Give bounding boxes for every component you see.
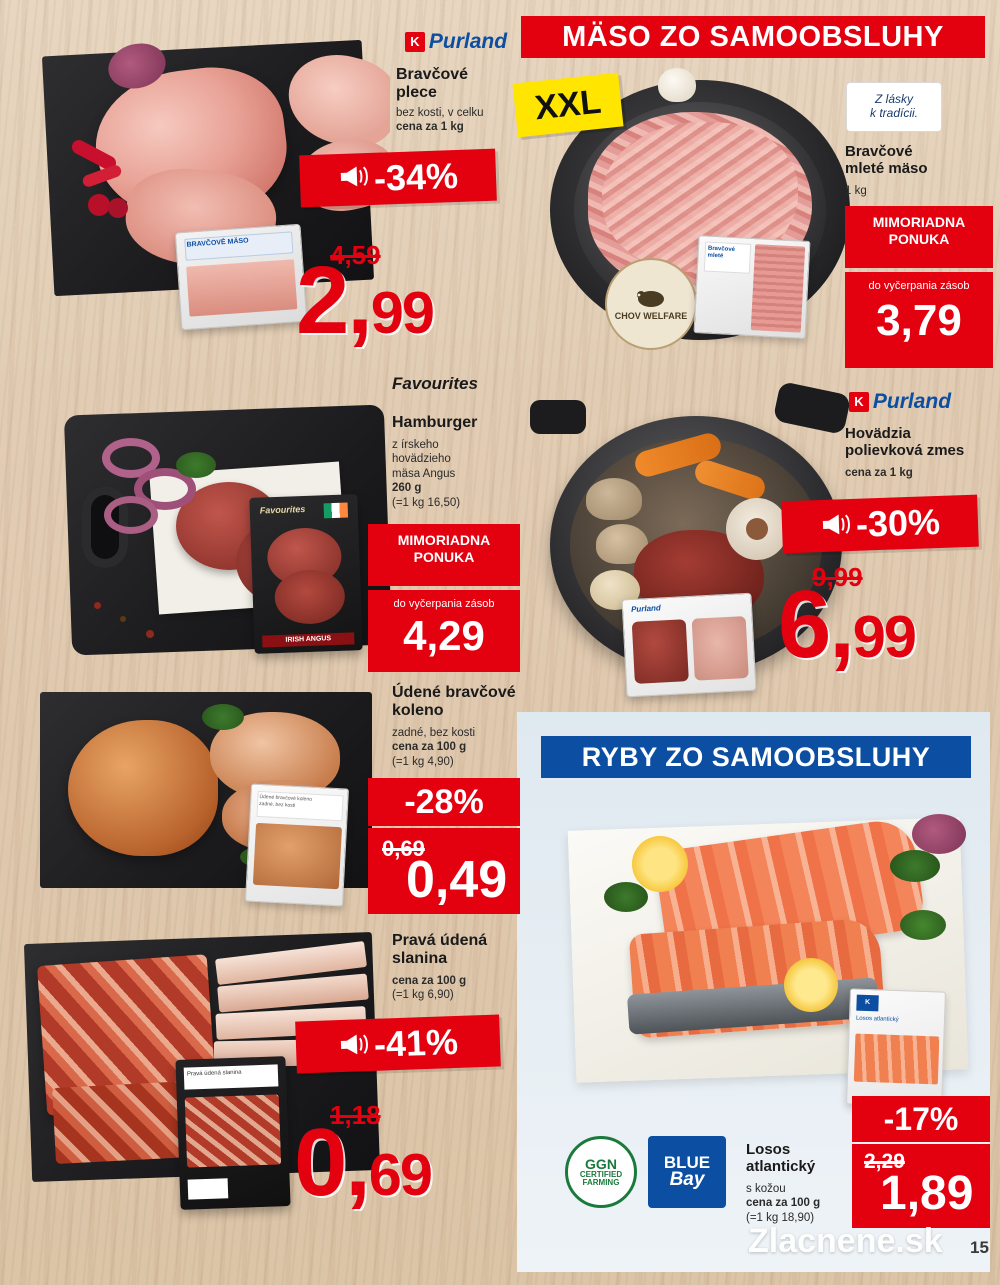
brand-logo-zlasky: [846, 82, 942, 132]
kaufland-k-icon-2: K: [849, 392, 869, 412]
zlasky-line2: k tradícii.: [869, 106, 918, 120]
product-desc-hamburger: z írskeho hovädzieho mäsa Angus 260 g (=1 kg 16,50): [392, 439, 461, 509]
product-pack-polievkova-zmes: Purland: [622, 593, 757, 698]
discount-badge-bravcove-plece-label: -34%: [373, 154, 459, 199]
ggn-label-2: CERTIFIED: [579, 1170, 623, 1179]
product-title-losos: Losos atlantický: [746, 1141, 816, 1175]
chov-welfare-badge: [605, 258, 697, 350]
product-pack-hamburger: Favourites IRISH ANGUS: [249, 494, 362, 654]
old-price-koleno: 0,69: [382, 836, 425, 861]
offer-note-hamburger: do vyčerpania zásob 4,29: [368, 590, 520, 672]
discount-badge-koleno: [368, 778, 520, 826]
chov-welfare-label: CHOV WELFARE: [614, 311, 688, 321]
price-polievkova-zmes: 6,99: [778, 571, 915, 678]
price-koleno: 49: [449, 851, 508, 909]
old-price-slanina: 1,18: [330, 1100, 381, 1130]
product-desc-bravcove-plece: bez kosti, v celku cena za 1 kg: [396, 107, 484, 134]
xxl-badge: [512, 73, 623, 138]
bluebay-logo: [648, 1136, 726, 1208]
product-desc-koleno: zadné, bez kosti cena za 100 g (=1 kg 4,90): [392, 727, 476, 768]
xxl-badge-label: XXL: [533, 82, 603, 127]
product-desc-mlete-maso: 1 kg: [845, 185, 867, 197]
megaphone-icon-2: [819, 504, 850, 547]
discount-badge-slanina-label: -41%: [373, 1020, 459, 1065]
product-desc-polievkova-zmes: cena za 1 kg: [845, 467, 913, 479]
brand-logo-favourites: [392, 374, 532, 394]
product-title-hamburger: Hamburger: [392, 414, 478, 431]
brand-logo-purland-2-label: Purland: [872, 390, 952, 413]
ggn-label-3: FARMING: [582, 1178, 620, 1187]
price-mlete-maso: 3,79: [876, 296, 962, 345]
zlasky-line1: Z lásky: [874, 92, 913, 107]
brand-logo-purland-1: [396, 22, 516, 62]
price-block-losos: 2,29 1,89: [852, 1144, 990, 1228]
section-header-fish-label: RYBY ZO SAMOOBSLUHY: [581, 741, 931, 772]
old-price-bravcove-plece: 4,59: [330, 240, 381, 270]
discount-badge-losos: [852, 1096, 990, 1142]
megaphone-icon-3: [337, 1024, 368, 1067]
brand-logo-favourites-label: Favourites: [392, 374, 478, 393]
price-slanina: 0,69: [294, 1109, 431, 1216]
offer-badge-hamburger: MIMORIADNA PONUKA: [368, 524, 520, 586]
product-desc-slanina: cena za 100 g (=1 kg 6,90): [392, 975, 467, 1002]
offer-note-mlete-maso: do vyčerpania zásob 3,79: [845, 272, 993, 368]
product-pack-mlete-maso: Bravčové mleté: [694, 235, 811, 339]
site-watermark: Zlacnene.sk: [748, 1222, 943, 1260]
price-losos: 89: [920, 1167, 974, 1220]
product-pack-losos: K Losos atlantický: [846, 988, 946, 1107]
section-header-meat-label: MÄSO ZO SAMOOBSLUHY: [562, 20, 944, 53]
discount-badge-polievkova-zmes-label: -30%: [855, 500, 941, 545]
ggn-label-1: GGN: [585, 1156, 617, 1172]
brand-logo-purland-2: [840, 382, 960, 422]
product-desc-losos: s kožou cena za 100 g (=1 kg 18,90): [746, 1183, 821, 1224]
bluebay-label-2: Bay: [669, 1169, 705, 1191]
price-block-koleno: 0,69 0,49: [368, 828, 520, 914]
price-hamburger: 4,29: [403, 612, 485, 659]
product-title-polievkova-zmes: Hovädzia polievková zmes: [845, 425, 965, 459]
section-header-meat: [521, 16, 985, 58]
page-number: 15: [970, 1238, 989, 1257]
old-price-polievkova-zmes: 9,99: [812, 562, 863, 592]
brand-logo-purland-1-label: Purland: [428, 30, 508, 53]
product-title-koleno: Údené bravčové koleno: [392, 684, 516, 719]
old-price-losos: 2,29: [864, 1150, 905, 1173]
discount-badge-polievkova-zmes: [781, 495, 979, 554]
product-title-slanina: Pravá údená slanina: [392, 932, 488, 967]
product-title-bravcove-plece: Bravčové plece: [396, 66, 469, 101]
bluebay-label-1: BLUE: [663, 1152, 711, 1172]
product-title-mlete-maso: Bravčové mleté mäso: [845, 143, 928, 177]
discount-badge-losos-label: -17%: [883, 1100, 959, 1137]
product-pack-koleno: Údené bravčové koleno zadné, bez kosti: [245, 784, 349, 907]
price-bravcove-plece: 2,99: [296, 247, 433, 354]
megaphone-icon: [337, 163, 368, 197]
offer-badge-mlete-maso: MIMORIADNA PONUKA: [845, 206, 993, 268]
discount-badge-slanina: [295, 1014, 501, 1073]
discount-badge-koleno-label: -28%: [404, 782, 484, 821]
discount-badge-bravcove-plece: [299, 149, 497, 208]
section-header-fish: [541, 736, 971, 778]
kaufland-k-icon: K: [405, 32, 425, 52]
ggn-certified-badge: [565, 1136, 637, 1208]
product-pack-slanina: Pravá údená slanina: [175, 1056, 290, 1210]
product-pack-bravcove-plece: BRAVČOVÉ MÄSO: [175, 224, 308, 331]
